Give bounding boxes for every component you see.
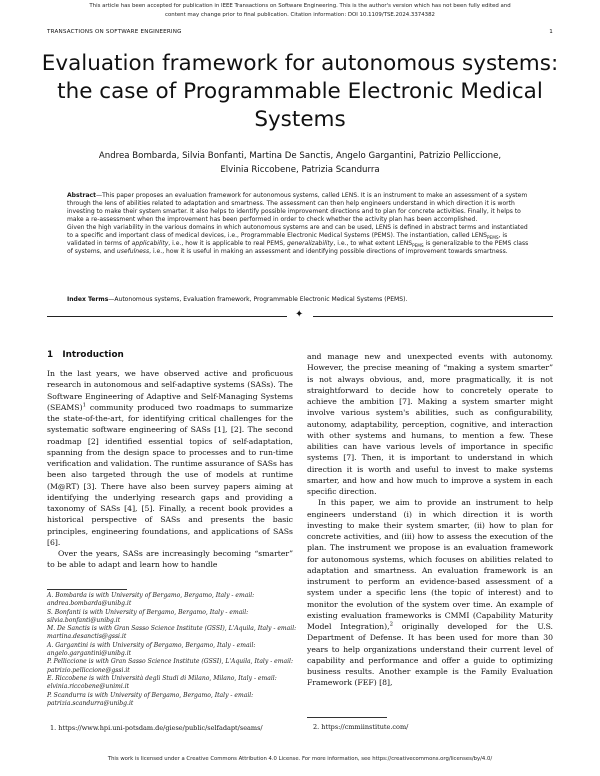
authors-line1: Andrea Bombarda, Silvia Bonfanti, Martina De Sanctis, Angelo Gargantini, Patrizio Pelliccione, [98,151,502,161]
abstract-text-2: Given the high variability in the various domains in which autonomous systems are and can be used, LENS is defined in abstract terms and instantiated to a specific and important class of medical devices, i.e., Programmable Electronic Medical Systems (PEMS). The instantiation, called LENS [67,224,528,240]
intro-p4b-text: originally developed for the U.S. Department of Defense. It has been used for more than 30 years to help organizations understand their current level of capability and performance and offer a guide to optimizing business results. Another example is the Family Evaluation Framework (FEF) [8], [307,622,553,688]
running-head [47,29,553,35]
divider-line-left [47,316,287,317]
intro-p4-text: In this paper, we aim to provide an instrument to help engineers understand (i) in which direction it is worth investing to make their system smarter, (ii) how to plan for concrete activities, and (iii) how to assess the execution of the plan. The instrument we propose is an evaluation framework for autonomous systems, which focuses on abilities related to adaptation and smartness. An evaluation framework is an instrument to perform an evidence-based assessment of a system under a specific lens (the topic of interest) and to monitor the evolution of the system over time. An example of existing evaluation frameworks is CMMI (Capability Maturity Model Integration), [307,498,553,631]
abstract-label: Abstract [67,192,97,199]
section-divider [47,309,553,320]
footnote-marker-2: 2 [389,621,393,628]
abstract-text-2b: , is validated in terms of [67,232,508,248]
intro-paragraph-3: and manage new and unexpected events with autonomy. However, the precise meaning of “making a system smarter” is not always obvious, and, more pragmatically, it is not straightforward to decide how to concretely operate to achieve the ambition [7]. Making a system smarter might involve various system's abilities, such as configurability, autonomy, adaptability, perception, cognitive, and interaction with other systems and humans, to mention a few. These abilities can have various levels of importance in specific systems [7]. Then, it is important to understand in which direction it is worth and useful to invest to make systems smarter, and how and how much to improve a system in each specific direction. [307,352,553,496]
affiliation-item: A. Gargantini is with University of Bergamo, Bergamo, Italy - email: angelo.gargantini@unibg.it [47,641,256,658]
section-title: Introduction [62,350,124,360]
intro-p1b-text: community produced two roadmaps to summarize the state-of-the-art, for identifying critical challenges for the systematic software engineering of SASs [1], [2]. The second roadmap [2] identified essential topics of self-adaptation, spanning from the design space to processes and to run-time verification and validation. The runtime assurance of SASs has been also targeted through the use of models at runtime (M@RT) [3]. There have also been survey papers aiming at identifying the underlying research gaps and providing a taxonomy of SASs [4], [5]. Finally, a recent book provides a historical perspective of SASs and presents the basic principles, engineering foundations, and applications of SASs [6]. [47,402,293,547]
term-usefulness: usefulness [116,248,150,256]
intro-paragraph-2: Over the years, SASs are increasingly becoming “smarter” to be able to adapt and learn how to handle [47,549,293,570]
lens-subscript: PEMS [487,235,499,241]
left-column [47,368,293,571]
affiliation-item: S. Bonfanti is with University of Bergamo, Bergamo, Italy - email: silvia.bonfanti@unibg.it [47,608,249,624]
lens-subscript-2: PEMS [412,243,424,249]
title-line3: Systems [254,107,346,132]
affiliation-item: E. Riccobene is with Università degli Studi di Milano, Milano, Italy - email: elvinia.riccobene@unimi.it [47,674,277,691]
divider-line-right [313,316,553,317]
divider-symbol: ✦ [295,309,304,320]
title-line2: the case of Programmable Electronic Medical [57,79,543,104]
author-list [40,150,560,177]
intro-paragraph-4 [307,497,553,688]
abstract [67,192,535,256]
footnote-1: 1. https://www.hpi.uni-potsdam.de/giese/public/selfadapt/seams/ [50,724,263,732]
footnote-rule-right [307,717,387,718]
term-generalizability: generalizability [287,240,334,248]
section-heading [47,350,124,360]
affiliation-item: A. Bombarda is with University of Bergamo, Bergamo, Italy - email: andrea.bombarda@unibg.it [47,592,255,608]
footnote-rule-left [47,589,127,590]
affiliation-item: P. Pelliccione is with Gran Sasso Science Institute (GSSI), L'Aquila, Italy - email: patrizio.pelliccione@gssi.it [47,658,293,674]
section-number: 1 [47,350,54,360]
abstract-text-2d: , i.e., to what extent LENS [333,240,413,248]
footnote-marker-1: 1 [82,402,86,409]
term-applicability: applicability [131,240,169,248]
abstract-text-2f: , i.e., how it is useful in making an assessment and identifying possible directions of improvement towards smartness. [149,248,508,256]
right-column [307,351,553,689]
authors-line2: Elvinia Riccobene, Patrizia Scandurra [220,164,380,175]
paper-title [30,50,570,134]
abstract-text-1: —This paper proposes an evaluation framework for autonomous systems, called LENS. It is an instrument to make an assessment of a system through the lens of abilities related to adaptation and smartness. The assessment can then help engineers understand in which direction it is worth investing to make their system smarter. It also helps to identify possible improvement directions and to plan for concrete activities. Finally, it helps to make a re-assessment when the improvement has been performed in order to check whether the activity plan has been accomplished. [67,192,528,224]
index-terms [67,296,535,304]
affiliation-item: M. De Sanctis is with Gran Sasso Science Institute (GSSI), L'Aquila, Italy - email: martina.desanctis@gssi.it [47,625,297,641]
title-line1: Evaluation framework for autonomous systems: [41,51,559,76]
license-notice: This work is licensed under a Creative Commons Attribution 4.0 License. For more information, see https://creativecommons.org/licenses/by/4.0/ [107,756,493,762]
intro-paragraph-1 [47,368,293,548]
abstract-text-2e: is generalizable to the PEMS class of systems, and [67,240,529,256]
author-affiliations [47,592,297,708]
affiliation-item: P. Scandurra is with University of Bergamo, Bergamo, Italy - email: patrizia.scandurra@unibg.it [47,691,254,707]
abstract-paragraph-1 [67,192,535,224]
publication-notice-line2: content may change prior to final publication. Citation information: DOI 10.1109/TSE.2024.3374382 [165,12,435,18]
page-number: 1 [549,29,553,35]
publication-notice [0,2,600,20]
index-terms-text: —Autonomous systems, Evaluation framework, Programmable Electronic Medical Systems (PEMS). [108,296,408,303]
footnote-2: 2. https://cmmiinstitute.com/ [313,723,409,731]
publication-notice-line1: This article has been accepted for publication in IEEE Transactions on Software Engineering. This is the author's version which has not been fully edited and [89,3,511,9]
intro-p1-text: In the last years, we have observed active and proficuous research in autonomous and self-adaptive systems (SASs). The Software Engineering of Adaptive and Self-Managing Systems (SEAMS) [47,369,293,412]
index-terms-label: Index Terms [67,296,109,303]
abstract-text-2c: , i.e., how it is applicable to real PEMS, [168,240,288,248]
journal-name: TRANSACTIONS ON SOFTWARE ENGINEERING [47,29,182,35]
abstract-paragraph-2 [67,224,535,256]
